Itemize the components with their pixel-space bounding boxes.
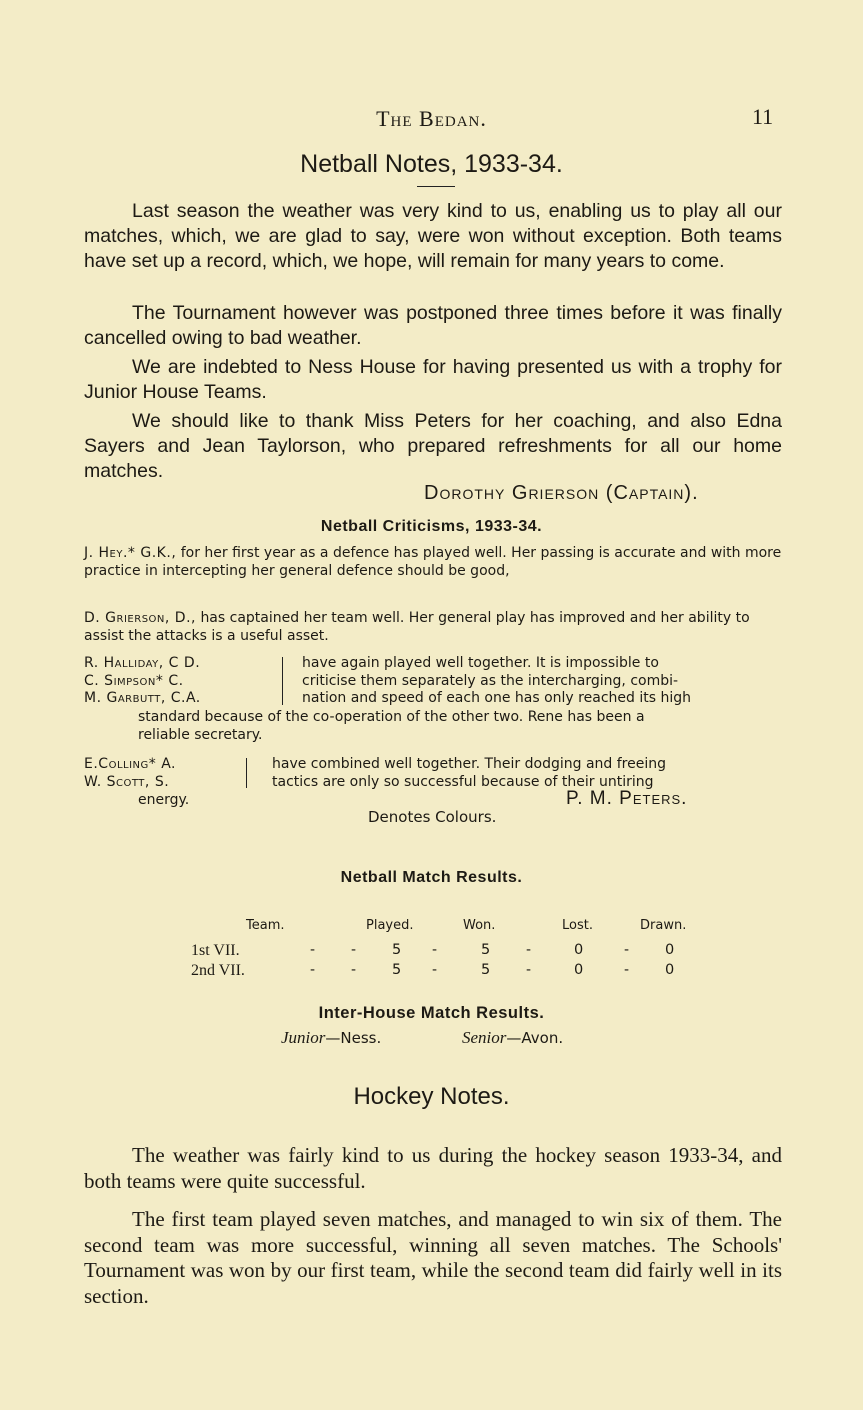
group2-continuation: energy. [138, 792, 190, 808]
row2-sep: - [526, 962, 532, 978]
group2-name-2: W. Scott, S. [84, 773, 170, 790]
group1-line-1: have again played well together. It is impossible to [302, 655, 659, 671]
hockey-paragraph-2: The first team played seven matches, and managed to win six of them. The second team was more successful, winning all seven matches. The Schools' Tournament was won by our first team, while the second team did fairly well in its section. [84, 1207, 782, 1308]
header-lost: Lost. [562, 918, 593, 933]
netball-paragraph-4: We should like to thank Miss Peters for her coaching, and also Edna Sayers and Jean Taylorson, who prepared refreshments for all our home matches. [84, 410, 782, 482]
row1-sep: - [624, 942, 630, 958]
group1-name-2: C. Simpson* C. [84, 672, 184, 689]
header-drawn: Drawn. [640, 918, 687, 933]
group1-continuation-2: reliable secretary. [138, 726, 263, 743]
row1-won: 5 [481, 942, 491, 958]
row1-sep: - [310, 942, 316, 958]
group1-continuation-1: standard because of the co-operation of the other two. Rene has been a [138, 709, 645, 725]
running-header-title: The Bedan. [376, 106, 487, 131]
group1-line-2: criticise them separately as the intercharging, combi- [302, 672, 679, 689]
hockey-paragraph-1: The weather was fairly kind to us during the hockey season 1933-34, and both teams were quite successful. [84, 1143, 782, 1193]
group1-name-1: R. Halliday, C D. [84, 655, 201, 671]
group2-name-1: E.Colling* A. [84, 756, 176, 772]
group2-line-1: have combined well together. Their dodging and freeing [272, 756, 666, 772]
row1-drawn: 0 [665, 942, 675, 958]
row2-sep: - [310, 962, 316, 978]
row1-played: 5 [392, 942, 402, 958]
group1-bracket [282, 657, 287, 705]
colours-footnote: Denotes Colours. [368, 808, 497, 826]
row2-won: 5 [481, 962, 491, 978]
netball-notes-title: Netball Notes, 1933-34. [300, 150, 563, 178]
row2-sep: - [432, 962, 438, 978]
title-rule [417, 186, 455, 187]
row1-sep: - [351, 942, 357, 958]
captain-signature: Dorothy Grierson (Captain). [424, 482, 699, 504]
header-played: Played. [366, 918, 414, 933]
group1-line-3: nation and speed of each one has only reached its high [302, 690, 691, 706]
row1-lost: 0 [574, 942, 584, 958]
header-won: Won. [463, 918, 496, 933]
inter-house-junior: Junior—Ness. [281, 1028, 382, 1047]
netball-criticisms-title: Netball Criticisms, 1933-34. [320, 518, 543, 535]
row1-sep: - [432, 942, 438, 958]
row2-played: 5 [392, 962, 402, 978]
header-team: Team. [246, 918, 285, 933]
page-number: 11 [752, 104, 774, 129]
match-results-title: Netball Match Results. [340, 869, 523, 886]
criticism-group-1 [84, 655, 782, 744]
hockey-notes-title: Hockey Notes. [353, 1083, 510, 1110]
inter-house-title: Inter-House Match Results. [318, 1004, 545, 1022]
criticism-entry-grierson: D. Grierson, D., has captained her team well. Her general play has improved and her ability to assist the attacks is a useful asset. [84, 610, 750, 644]
group1-name-3: M. Garbutt, C.A. [84, 690, 201, 706]
row2-sep: - [351, 962, 357, 978]
peters-signature: P. M. Peters. [566, 788, 688, 809]
row2-drawn: 0 [665, 962, 675, 978]
row1-sep: - [526, 942, 532, 958]
group2-line-2: tactics are only so successful because of their untiring [272, 773, 654, 790]
row2-sep: - [624, 962, 630, 978]
row2-lost: 0 [574, 962, 584, 978]
netball-paragraph-1: Last season the weather was very kind to us, enabling us to play all our matches, which, we are glad to say, were won without exception. Both teams have set up a record, which, we hope, will remain for many years to come. [84, 200, 782, 272]
criticism-entry-hey: J. Hey.* G.K., for her first year as a defence has played well. Her passing is accurate and with more practice in intercepting her general defence should be good, [84, 545, 782, 579]
inter-house-senior: Senior—Avon. [462, 1028, 564, 1047]
netball-paragraph-3: We are indebted to Ness House for having presented us with a trophy for Junior House Teams. [84, 356, 782, 403]
netball-paragraph-2: The Tournament however was postponed three times before it was finally cancelled owing to bad weather. [84, 302, 782, 349]
row1-team: 1st VII. [191, 942, 240, 959]
row2-team: 2nd VII. [191, 962, 245, 979]
group2-bracket [246, 758, 251, 788]
